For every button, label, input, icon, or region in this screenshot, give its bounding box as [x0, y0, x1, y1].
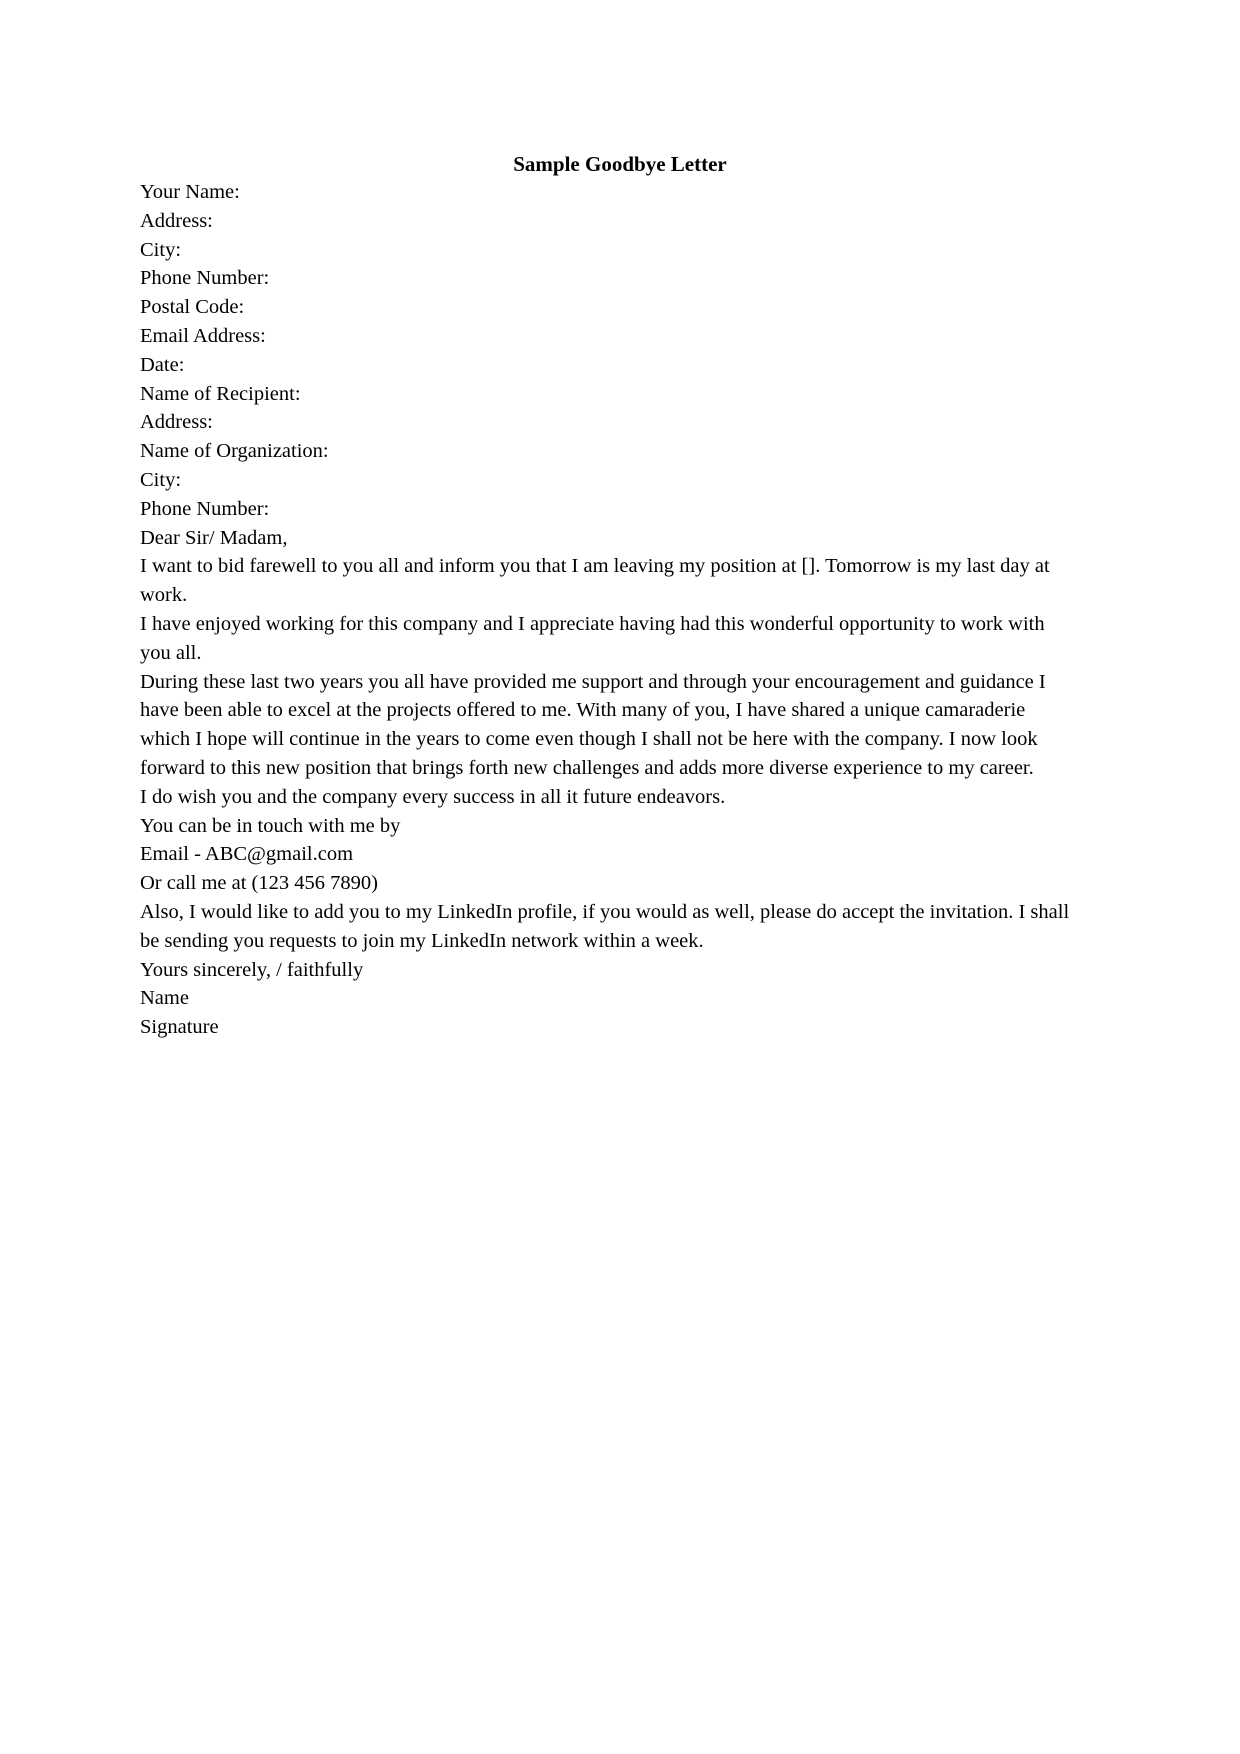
date-label: Date: [140, 353, 185, 376]
sender-phone-label: Phone Number: [140, 267, 270, 290]
paragraph-gratitude: I have enjoyed working for this company and I appreciate having had this wonderful opportunity to work with you all. [140, 612, 1045, 664]
letter-body [140, 552, 1070, 811]
paragraph-wishes: I do wish you and the company every success in all it future endeavors. [140, 785, 726, 808]
paragraph-experience: During these last two years you all have provided me support and through your encouragement and guidance I have been able to excel at the projects offered to me. With many of you, I have shared a unique camaraderie which I hope will continue in the years to come even though I shall not be here with the company. I now look forward to this new position that brings forth new challenges and adds more diverse experience to my career. [140, 670, 1046, 779]
contact-email-line: Email - ABC@gmail.com [140, 843, 354, 866]
paragraph-farewell: I want to bid farewell to you all and inform you that I am leaving my position at []. Tomorrow is my last day at work. [140, 555, 1050, 607]
sender-name-label: Your Name: [140, 181, 240, 203]
recipient-info-block [140, 380, 1070, 524]
recipient-organization-label: Name of Organization: [140, 440, 329, 463]
sender-city-label: City: [140, 238, 182, 261]
sender-info-block [140, 178, 1070, 351]
contact-info-block [140, 812, 1070, 898]
page-title: Sample Goodbye Letter [513, 152, 727, 176]
sender-postal-code-label: Postal Code: [140, 296, 245, 319]
sender-email-label: Email Address: [140, 324, 266, 347]
signature-label: Signature [140, 1016, 219, 1039]
salutation: Dear Sir/ Madam, [140, 526, 288, 549]
sender-address-label: Address: [140, 209, 213, 232]
recipient-address-label: Address: [140, 411, 213, 434]
recipient-name-label: Name of Recipient: [140, 382, 301, 405]
letter-content [0, 178, 1070, 1042]
recipient-phone-label: Phone Number: [140, 497, 270, 520]
name-label: Name [140, 987, 189, 1010]
paragraph-linkedin: Also, I would like to add you to my LinkedIn profile, if you would as well, please do accept the invitation. I shall be sending you requests to join my LinkedIn network within a week. [140, 900, 1070, 952]
recipient-city-label: City: [140, 468, 182, 491]
contact-phone-line: Or call me at (123 456 7890) [140, 872, 378, 895]
contact-intro-line: You can be in touch with me by [140, 814, 401, 837]
valediction: Yours sincerely, / faithfully [140, 958, 364, 981]
